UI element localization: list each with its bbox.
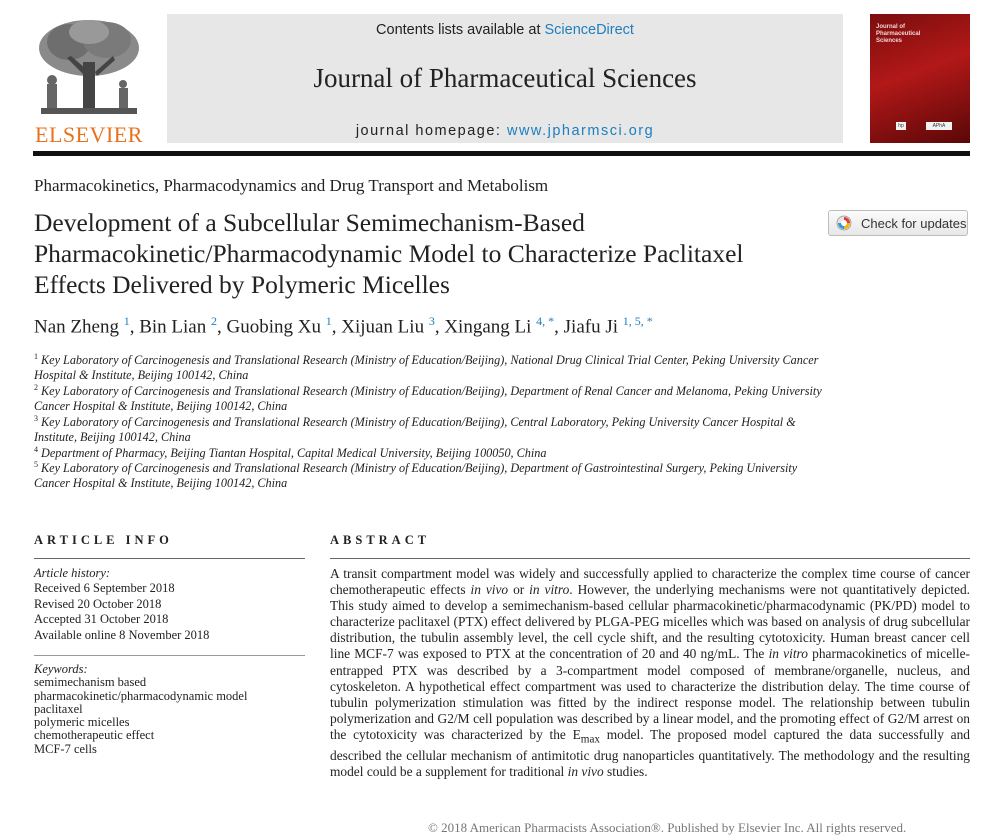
affiliation-3 bbox=[34, 411, 824, 446]
abstract-heading: ABSTRACT bbox=[330, 533, 431, 547]
author-sup[interactable]: 1, 5, * bbox=[622, 314, 653, 328]
author-name[interactable]: Nan Zheng bbox=[34, 316, 119, 338]
affiliation-1 bbox=[34, 349, 824, 384]
journal-cover-thumbnail[interactable] bbox=[870, 14, 970, 143]
contents-line bbox=[167, 22, 843, 38]
elsevier-tree-icon bbox=[33, 14, 145, 124]
abstract-text: . However, the underlying mechanisms were not quantitatively depicted. This study aimed to develop a semimechanism-based cellular pharmacokinetic/pharmacodynamic (PK/PD) model to characterize paclitaxel (PTX) effect delivered by PLGA-PEG micelles which was based on analysis of drug subcellular distribution, the tubulin assembly level, the cell cycle shift, and the resulting cytotoxicity. Human breast cancer cell line MCF-7 was exposed to PTX at the concentration of 20 and 40 ng/mL. The bbox=[330, 582, 970, 662]
article-title: Development of a Subcellular Semimechanism-Based Pharmacokinetic/Pharmacodynamic Model to Characterize Paclitaxel Effects Delivered by Polymeric Micelles bbox=[34, 208, 744, 299]
keywords-rule bbox=[34, 655, 305, 656]
author-sup[interactable]: 4, * bbox=[536, 314, 555, 328]
header-rule bbox=[33, 151, 970, 156]
crossmark-icon bbox=[836, 215, 852, 231]
affiliation-num: 2 bbox=[34, 383, 38, 392]
keyword: MCF-7 cells bbox=[34, 741, 97, 756]
journal-title: Journal of Pharmaceutical Sciences bbox=[313, 63, 697, 93]
homepage-prefix: journal homepage: bbox=[355, 123, 507, 139]
check-for-updates-button[interactable] bbox=[828, 210, 968, 236]
homepage-line bbox=[167, 123, 843, 139]
contents-prefix: Contents lists available at bbox=[376, 22, 545, 38]
publisher-wordmark[interactable]: ELSEVIER bbox=[35, 122, 143, 147]
keyword: polymeric micelles bbox=[34, 715, 130, 730]
abstract-text: A transit compartment model was widely and successfully applied to characterize the complex time course of cancer chemotherapeutic effects bbox=[330, 566, 970, 598]
affiliation-num: 5 bbox=[34, 460, 38, 469]
cover-title-line: Pharmaceutical bbox=[876, 31, 921, 37]
abstract-rule bbox=[330, 558, 970, 559]
cover-title-line: Sciences bbox=[876, 38, 903, 44]
abstract-italic: in vitro bbox=[529, 582, 570, 598]
elsevier-logo bbox=[33, 14, 145, 147]
homepage-link[interactable]: www.jpharmsci.org bbox=[506, 123, 655, 139]
keyword: paclitaxel bbox=[34, 701, 83, 716]
author-sup[interactable]: 3 bbox=[428, 314, 435, 328]
author-sup[interactable]: 2 bbox=[210, 314, 217, 328]
abstract-subscript: max bbox=[580, 733, 600, 746]
article-section: Pharmacokinetics, Pharmacodynamics and Drug Transport and Metabolism bbox=[34, 176, 549, 195]
affiliation-text: Key Laboratory of Carcinogenesis and Translational Research (Ministry of Education/Beijing), Department of Gastrointestinal Surgery, Peking University Cancer Hospital & Institute, Beijing 100142, China bbox=[34, 461, 798, 491]
article-info-heading: ARTICLE INFO bbox=[34, 533, 173, 547]
history-item: Revised 20 October 2018 bbox=[34, 596, 162, 611]
abstract-text: or bbox=[508, 582, 530, 598]
copyright-line: © 2018 American Pharmacists Association®. Published by Elsevier Inc. All rights reserved. bbox=[428, 820, 907, 835]
history-item: Received 6 September 2018 bbox=[34, 581, 175, 596]
abstract-text: model. The proposed model captured the data successfully and described the cellular mechanism of antimitotic drug nanoparticles quantitatively. The methodology and the resulting model could be a supplement for traditional bbox=[330, 726, 970, 779]
author-name[interactable]: Jiafu Ji bbox=[563, 316, 619, 338]
affiliation-num: 4 bbox=[34, 445, 38, 454]
affiliation-text: Key Laboratory of Carcinogenesis and Translational Research (Ministry of Education/Beijing), Department of Renal Cancer and Melanoma, Peking University Cancer Hospital & Institute, Beijing 100142, China bbox=[34, 384, 822, 414]
abstract-italic: in vitro bbox=[768, 646, 808, 662]
keyword: chemotherapeutic effect bbox=[34, 728, 155, 743]
cover-title-line: Journal of bbox=[876, 24, 906, 30]
author-list: Nan Zheng $^1$, Bin Lian $^2$, Guobing Xu $^1$, Xijuan Liu $^3$, Xingang Li $^{4, *}$, Jiafu Ji $^{1, 5, *}$ bbox=[34, 314, 653, 338]
article-info-rule bbox=[34, 558, 305, 559]
abstract-italic: in vivo bbox=[567, 763, 604, 779]
author-sup[interactable]: 1 bbox=[123, 314, 130, 328]
affiliation-5 bbox=[34, 457, 824, 492]
affiliation-text: Department of Pharmacy, Beijing Tiantan Hospital, Capital Medical University, Beijing 100050, China bbox=[41, 446, 547, 461]
keyword: pharmacokinetic/pharmacodynamic model bbox=[34, 688, 248, 703]
history-item: Accepted 31 October 2018 bbox=[34, 612, 169, 627]
keyword: semimechanism based bbox=[34, 675, 147, 690]
check-for-updates-label: Check for updates bbox=[861, 216, 967, 231]
affiliation-text: Key Laboratory of Carcinogenesis and Translational Research (Ministry of Education/Beijing), National Drug Clinical Trial Center, Peking University Cancer Hospital & Institute, Beijing 100142, China bbox=[34, 353, 819, 383]
abstract-text: pharmacokinetics of micelle-entrapped PTX was described by a 3-compartment model composed of membrane/organelle, nucleus, and cytoskeleton. A hypothetical effect compartment was used to characterize the distribution delay. The time course of tubulin polymerization stimulation was fitted by the indirect response model. The relationship between tubulin polymerization and G2/M cell population was described by a linear model, and the promoting effect of G2/M arrest on the cytotoxicity was characterized by the E bbox=[330, 646, 970, 742]
sciencedirect-link[interactable]: ScienceDirect bbox=[544, 22, 634, 38]
history-item: Available online 8 November 2018 bbox=[34, 627, 210, 642]
affiliation-2 bbox=[34, 380, 824, 415]
abstract-text: studies. bbox=[603, 763, 648, 779]
article-history bbox=[34, 566, 209, 643]
history-label: Article history: bbox=[34, 566, 111, 580]
author-name[interactable]: Xingang Li bbox=[444, 316, 532, 338]
keywords-label: Keywords: bbox=[34, 662, 88, 676]
author-name[interactable]: Xijuan Liu bbox=[341, 316, 425, 338]
cover-badge-right: APhA bbox=[926, 122, 952, 130]
affiliation-num: 1 bbox=[34, 352, 38, 361]
abstract-body bbox=[330, 566, 970, 780]
author-name[interactable]: Guobing Xu bbox=[226, 316, 321, 338]
affiliation-text: Key Laboratory of Carcinogenesis and Translational Research (Ministry of Education/Beijing), Central Laboratory, Peking University Cancer Hospital & Institute, Beijing 100142, China bbox=[34, 415, 796, 445]
cover-badge-left: hp bbox=[896, 122, 906, 130]
author-name[interactable]: Bin Lian bbox=[139, 316, 207, 338]
author-sup[interactable]: 1 bbox=[325, 314, 332, 328]
cover-title bbox=[876, 24, 920, 45]
abstract-italic: in vivo bbox=[470, 582, 509, 598]
keywords bbox=[34, 663, 247, 756]
affiliation-num: 3 bbox=[34, 414, 38, 423]
